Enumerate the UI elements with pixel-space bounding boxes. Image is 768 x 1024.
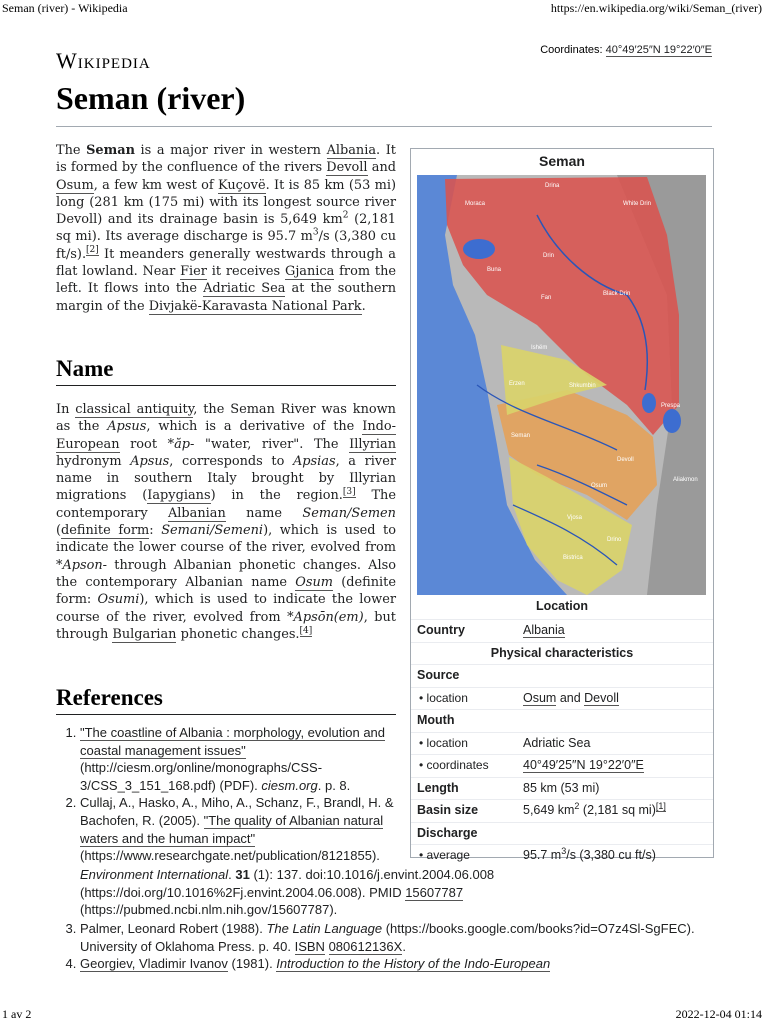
link-fier[interactable]: Fier — [180, 264, 207, 280]
heading-references: References — [56, 685, 163, 710]
link-osum-2[interactable]: Osum — [295, 574, 334, 590]
basin-size-label: Basin size — [417, 803, 479, 817]
physical-header: Physical characteristics — [490, 645, 634, 660]
link-illyrian[interactable]: Illyrian — [349, 436, 397, 452]
bold-term: Seman — [86, 143, 135, 158]
ref3-isbn-number[interactable]: 080612136X — [328, 938, 403, 954]
page-title: Seman (river) — [56, 80, 246, 116]
discharge-average-value: 95.7 $m^3/s$ (3,380 cu ft/s) — [523, 845, 656, 862]
map-label: Devoll — [617, 457, 634, 463]
link-classical-antiquity[interactable]: classical antiquity — [75, 402, 194, 417]
row-source-location — [411, 687, 713, 710]
map-label: White Drin — [623, 201, 652, 207]
ref4-title-link[interactable]: Introduction to the History of the Indo-European — [276, 956, 551, 972]
reference-item: 4. Georgiev, Vladimir Ivanov (1981). Introduction to the History of the Indo-European — [80, 955, 716, 973]
print-header-title: Seman (river) - Wikipedia — [2, 1, 128, 15]
link-albania[interactable]: Albania — [326, 143, 377, 158]
map-label: Drino — [607, 537, 622, 543]
ref-3[interactable]: [3] — [342, 487, 356, 498]
infobox-rows — [411, 619, 713, 867]
mouth-coordinates-label: • coordinates — [419, 758, 489, 772]
infobox-title: Seman — [539, 153, 585, 169]
reference-2-continued: Environment International. 31 (1): 137. doi:10.1016/j.envint.2004.06.008 (https://doi.org/10.1016%2Fj.envint.2004.06.008). PMID 15607787 (https://pubmed.ncbi.nlm.nih.gov/15607787). — [80, 867, 495, 918]
coordinates-label: Coordinates: — [540, 44, 603, 56]
country-value[interactable]: Albania — [523, 623, 565, 637]
ref3-isbn-link[interactable]: ISBN — [294, 938, 325, 954]
basin-size-value: 5,649 $km^2$ (2,181 sq mi)[1] — [523, 800, 666, 817]
references-list-2 — [56, 920, 716, 973]
map-label: Buna — [487, 267, 502, 273]
link-definite-form[interactable]: definite form — [61, 523, 150, 539]
ref4-author-link[interactable]: Georgiev, Vladimir Ivanov — [80, 956, 228, 972]
source-label: Source — [417, 668, 460, 682]
map-label: Vjosa — [567, 515, 583, 521]
heading-name: Name — [56, 356, 114, 381]
link-iapygians[interactable]: Iapygians — [147, 488, 211, 504]
map-label: Shkumbin — [569, 383, 596, 389]
discharge-label: Discharge — [417, 825, 478, 840]
row-country — [411, 619, 713, 642]
row-mouth-location — [411, 732, 713, 755]
name-paragraph: In classical antiquity, the Seman River was known as the Apsus, which is a derivative of the Indo-European root *ăp- "water, river". The Illyrian hydronym Apsus, corresponds to Apsias, a river name in southern Italy brought by Illyrian migrations (Iapygians) in the region.[3] The contemporary Albanian name Seman/Semen (definite form: Semani/Semeni), which is used to indicate the lower course of the river, evolved from *Apson- through Albanian phonetic changes. Also the contemporary Albanian name Osum (definite form: Osumi), which is used to indicate the lower course of the river, evolved from *Apsōn(em), but through Bulgarian phonetic changes.[4] — [56, 402, 397, 642]
intro-paragraph: The Seman is a major river in western Albania. It is formed by the confluence of the rivers Devoll and Osum, a few km west of Kuçovë. It is 85 km (53 mi) long (281 km (175 mi) with its longest source river Devoll) and its drainage basin is 5,649 $km^2$ (2,181 sq mi). Its average discharge is 95.7 $m^3/s$ (3,380 cu ft/s).[2] It meanders generally westwards through a flat lowland. Near Fier it receives Gjanica from the left. It flows into the Adriatic Sea at the southern margin of the Divjakë-Karavasta National Park. — [56, 143, 397, 314]
row-length — [411, 777, 713, 800]
link-osum[interactable]: Osum — [56, 177, 94, 193]
length-label: Length — [417, 780, 459, 795]
row-mouth-coordinates — [411, 754, 713, 777]
link-bulgarian[interactable]: Bulgarian — [112, 626, 177, 642]
link-gjanica[interactable]: Gjanica — [285, 264, 335, 280]
link-indo-european[interactable]: Indo-European — [56, 419, 396, 452]
map-label: Black Drin — [603, 291, 631, 297]
ref1-title-link[interactable]: "The coastline of Albania : morphology, evolution and coastal management issues" — [80, 725, 386, 758]
mouth-location-label: • location — [419, 735, 468, 750]
reference-item: 2. Cullaj, A., Hasko, A., Miho, A., Schanz, F., Brandl, H. & Bachofen, R. (2005). "The quality of Albanian natural waters and the human impact" (https://www.researchgate.net/publication/8121855). — [80, 794, 394, 864]
link-park[interactable]: Divjakë-Karavasta National Park — [148, 298, 362, 314]
title-divider — [56, 126, 712, 127]
coordinates-link[interactable]: 40°49′25″N 19°22′0″E — [605, 44, 712, 56]
ref2-pmid-link[interactable]: 15607787 — [405, 884, 464, 900]
map-label: Aliakmon — [673, 477, 698, 483]
ref-1[interactable]: [1] — [655, 800, 666, 811]
infobox — [410, 148, 714, 862]
map-label: Osum — [591, 483, 608, 489]
reference-item: 1. "The coastline of Albania : morphology, evolution and coastal management issues" (http://ciesm.org/online/monographs/CSS-3/CSS_3_151_168.pdf) (PDF). ciesm.org. p. 8. — [80, 724, 400, 794]
lake-prespa — [663, 409, 681, 433]
map-label: Drin — [543, 253, 555, 259]
row-source — [411, 664, 713, 687]
map-label: Bistrica — [563, 555, 583, 561]
map-label: Fan — [541, 295, 552, 301]
map-label: Prespa — [661, 403, 681, 409]
ref-2[interactable]: [2] — [86, 245, 99, 256]
country-label: Country — [417, 623, 465, 637]
row-physical — [411, 642, 713, 665]
source-location-label: • location — [419, 690, 468, 705]
map-caption: Location — [535, 599, 589, 613]
reference-item: 3. Palmer, Leonard Robert (1988). The Latin Language (https://books.google.com/books?id=O7z4Sl-SgFEC). University of Oklahoma Press. p. 40. ISBN 080612136X. — [80, 920, 716, 955]
print-footer-page: 1 av 2 — [2, 1007, 32, 1021]
link-devoll-infobox[interactable]: Devoll — [584, 690, 619, 705]
coordinates — [540, 44, 712, 56]
ref-4[interactable]: [4] — [299, 625, 313, 636]
ref2-title-link[interactable]: "The quality of Albanian natural waters and the human impact" — [80, 812, 384, 846]
lake-shkodra — [463, 239, 495, 259]
mouth-coordinates-value[interactable]: 40°49′25″N 19°22′0″E — [523, 758, 644, 772]
map-label: Erzen — [509, 381, 525, 387]
row-discharge — [411, 822, 713, 845]
print-footer-datetime: 2022-12-04 01:14 — [675, 1007, 762, 1021]
print-header-url[interactable]: https://en.wikipedia.org/wiki/Seman_(river) — [550, 1, 762, 15]
location-map[interactable] — [417, 175, 706, 595]
row-mouth — [411, 709, 713, 732]
row-basin-size — [411, 799, 713, 822]
mouth-location-value: Adriatic Sea — [523, 735, 591, 750]
lake-ohrid — [642, 393, 656, 413]
source-location-value: Osum and Devoll — [523, 690, 619, 705]
discharge-average-label: • average — [419, 848, 470, 862]
map-label: Moraca — [465, 201, 486, 207]
map-label: Seman — [511, 433, 531, 439]
row-discharge-average — [411, 844, 713, 867]
link-albanian[interactable]: Albanian — [167, 505, 226, 521]
link-osum-infobox[interactable]: Osum — [523, 690, 557, 705]
mouth-label: Mouth — [417, 713, 455, 727]
heading-references-divider — [56, 714, 396, 715]
link-kucove[interactable]: Kuçovë — [218, 177, 266, 193]
link-adriatic[interactable]: Adriatic Sea — [203, 281, 286, 297]
map-label: Drina — [545, 183, 560, 189]
length-value: 85 km (53 mi) — [523, 780, 600, 795]
heading-name-divider — [56, 385, 396, 386]
basin-map-svg — [417, 175, 706, 595]
wikipedia-wordmark[interactable]: Wikipedia — [56, 48, 151, 73]
link-devoll[interactable]: Devoll — [326, 160, 368, 176]
map-label: Ishëm — [531, 345, 548, 351]
